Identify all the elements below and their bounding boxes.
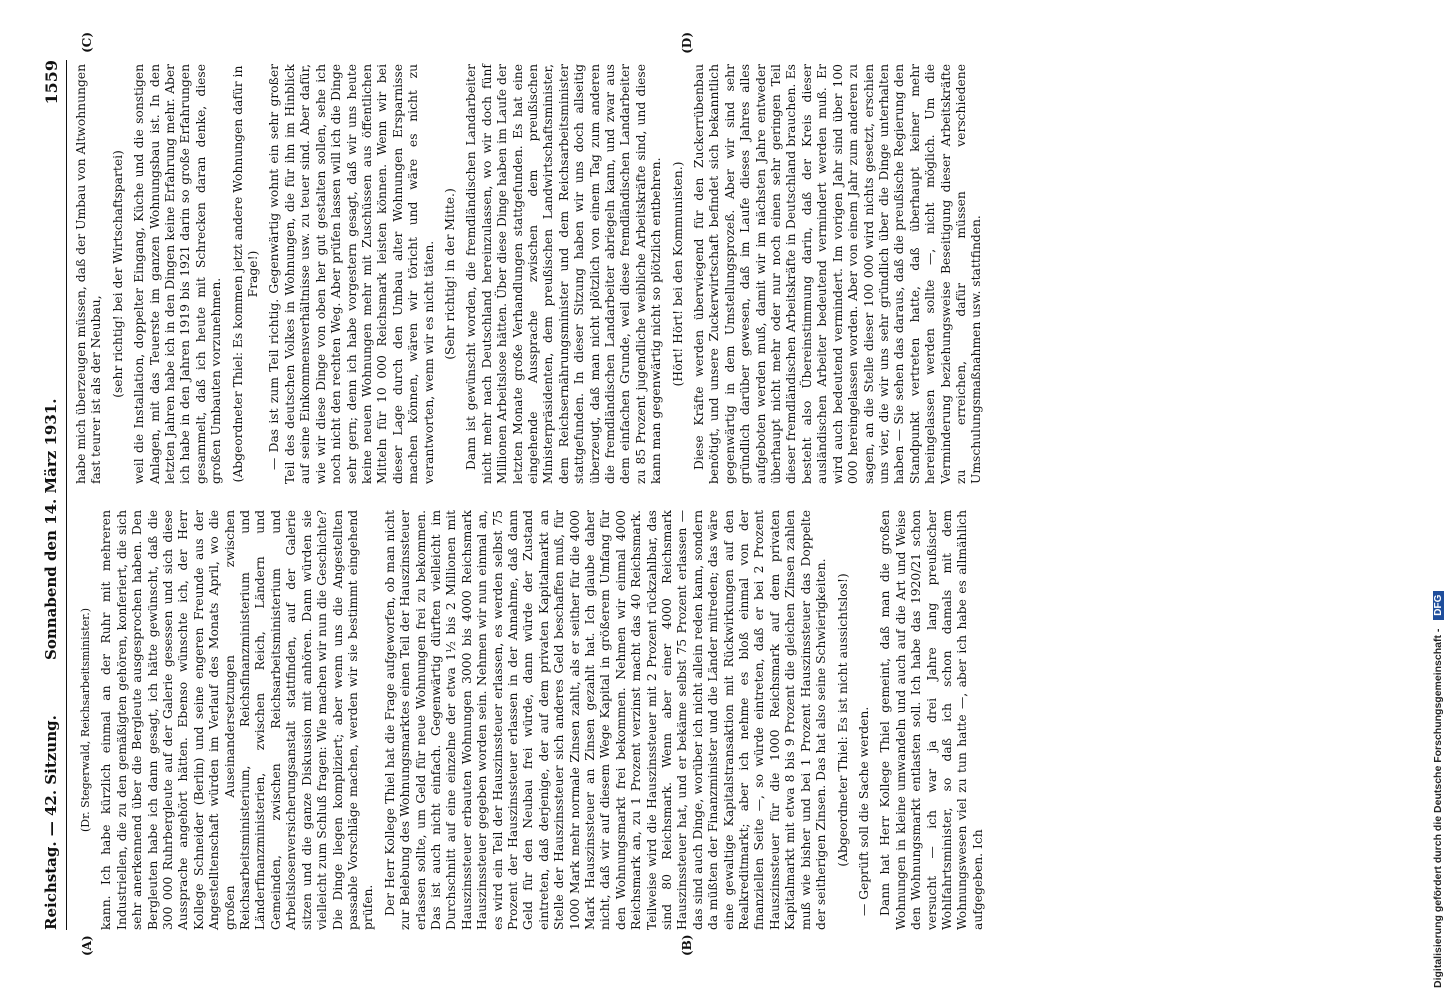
paragraph: Der Herr Kollege Thiel hat die Frage aufgeworfen, ob man nicht zur Belebung des Wohnungsmarktes einen Teil der Hauszinssteuer erlassen sollte, um Geld für neue Wohnungen frei zu bekommen. Das ist auch nicht einfach. Gegenwärtig dürften vielleicht im Durchschnitt auf eine einzelne der etwa 1½ bis 2 Millionen mit Hauszinssteuer erbauten Wohnungen 3000 bis 4000 Reichsmark Hauszinssteuer gegeben worden sein. Nehmen wir nun einmal an, es wird ein Teil der Hauszinssteuer erlassen, es werden selbst 75 Prozent der Hauszinssteuer erlassen in der Annahme, daß dann Geld für den Neubau frei würde, dann würde der Zustand eintreten, daß derjenige, der auf dem privaten Kapitalmarkt an Stelle der Hauszinssteuer sich anderes Geld beschaffen muß, für 1000 Mark mehr normale Zinsen zahlt, als er seither für die 4000 Mark Hauszinssteuer an Zinsen gezahlt hat. Ich glaube daher nicht, daß wir auf diesem Wege Kapital in größerem Umfang für den Wohnungsmarkt frei bekommen. Nehmen wir einmal 4000 Reichsmark an, zu 1 Prozent verzinst macht das 40 Reichsmark. Teilweise wird die Hauszinssteuer mit 2 Prozent rückzahlbar, das sind 80 Reichsmark. Wenn aber einer 4000 Reichsmark Hauszinssteuer hat, und er bekäme selbst 75 Prozent erlassen — das sind auch Dinge, worüber ich nicht allein reden kann, sondern da müßten der Finanzminister und die Länder mitreden; das wäre eine gewaltige Kapitalstransaktion mit Rückwirkungen auf den Realkreditmarkt; aber ich nehme es bloß einmal von der finanziellen Seite —, so würde eintreten, daß er bei 2 Prozent Hauszinssteuer für die 1000 Reichsmark auf dem privaten Kapitalmarkt mit etwa 8 bis 9 Prozent die gleichen Zinsen zahlen muß wie bisher und bei 1 Prozent Hauszinssteuer das Doppelte der seitherigen Zinsen. Das hat also seine Schwierigkeiten. <box>382 510 829 930</box>
paragraph: Dann ist gewünscht worden, die fremdländischen Landarbeiter nicht mehr nach Deutschland hereinzulassen, wo wir doch fünf Millionen Arbeitslose hätten. Über diese Dinge haben im Laufe der letzten Monate große Verhandlungen stattgefunden. Es hat eine eingehende Aussprache zwischen dem preußischen Ministerpräsidenten, dem preußischen Landwirtschaftsminister, dem Reichsernährungsminister und dem Reichsarbeitsminister stattgefunden. In dieser Sitzung haben wir uns doch allseitig überzeugt, daß man nicht plötzlich von einem Tag zum anderen die fremdländischen Landarbeiter abriegeln kann, und zwar aus dem einfachen Grunde, weil diese fremdländischen Landarbeiter zu 85 Prozent jugendliche weibliche Arbeitskräfte sind, und diese kann man gegenwärtig nicht so plötzlich entbehren. <box>464 64 664 484</box>
right-column <box>74 64 1300 484</box>
interjection: (Abgeordneter Thiel: Es ist nicht aussichtslos!) <box>835 573 850 867</box>
rotated-document-page <box>40 32 1300 956</box>
paragraph: habe mich überzeugen müssen, daß der Umbau von Altwohnungen fast teurer ist als der Neubau, <box>74 64 104 484</box>
paragraph: — Das ist zum Teil richtig. Gegenwärtig wohnt ein sehr großer Teil des deutschen Volkes in Wohnungen, die für ihn im Hinblick auf seine Einkommensverhältnisse usw. zu teuer sind. Aber dafür, wie wir diese Dinge von oben her gut gestalten sollen, sehe ich noch nicht den rechten Weg. Aber prüfen lassen will ich die Dinge sehr gern; denn ich habe vorgestern gesagt, daß wir uns heute keine neuen Wohnungen mehr mit Zuschüssen aus öffentlichen Mitteln für 10 000 Reichsmark leisten können. Wenn wir bei dieser Lage durch den Umbau alter Wohnungen Ersparnisse machen können, wären wir töricht und wäre es nicht zu verantworten, wenn wir es nicht täten. <box>267 64 436 484</box>
page-header <box>40 60 67 930</box>
left-column <box>74 510 1300 930</box>
interjection: (Sehr richtig! in der Mitte.) <box>442 188 457 360</box>
speaker-label: (Dr. Stegerwald, Reichsarbeitsminister.) <box>79 607 92 833</box>
paragraph: weil die Installation, doppelter Eingang, Küche und die sonstigen Anlagen, mit das Teuerste im ganzen Wohnungsbau ist. In den letzten Jahren habe ich in den Dingen keine Erfahrung mehr. Aber ich habe in den Jahren 1919 bis 1921 darin so große Erfahrungen gesammelt, daß ich heute mit Schrecken daran denke, diese großen Umbauten vorzunehmen. <box>132 64 224 484</box>
margin-mark-d: (D) <box>680 32 694 54</box>
header-date: Sonnabend den 14. März 1931. <box>42 398 60 660</box>
interjection: (Hört! Hört! bei den Kommunisten.) <box>670 161 685 387</box>
interjection: (sehr richtig! bei der Wirtschaftspartei) <box>110 150 125 398</box>
dfg-logo: DFG <box>1433 591 1444 620</box>
paragraph: — Geprüft soll die Sache werden. <box>856 706 871 916</box>
paragraph: Diese Kräfte werden überwiegend für den Zuckerrübenbau benötigt, und unsere Zuckerwirtschaft befindet sich bekanntlich gegenwärtig in dem Umstellungsprozeß. Aber wir sind sehr gründlich darüber gewesen, daß im Laufe dieses Jahres alles aufgeboten werden muß, damit wir im nächsten Jahre entweder überhaupt nicht mehr oder nur noch einen sehr geringen Teil dieser fremdländischen Arbeitskräfte in Deutschland brauchen. Es besteht also Übereinstimmung darin, daß der Kreis dieser ausländischen Arbeiter bedeutend vermindert werden muß. Er wird auch bedeutend vermindert. Im vorigen Jahr sind über 100 000 hereingelassen worden. Aber von einem Jahr zum anderen zu sagen, an die Stelle dieser 100 000 wird nichts gesetzt, erschien uns vier, die wir uns sehr gründlich über die Dinge unterhalten haben — Sie sehen das daraus, daß die preußische Regierung den Standpunkt vertreten hatte, daß überhaupt keiner mehr hereingelassen werden sollte —, nicht möglich. Um die Verminderung beziehungsweise Beseitigung dieser Arbeitskräfte zu erreichen, dafür müssen verschiedene Umschulungsmaßnahmen usw. stattfinden. <box>692 64 984 484</box>
margin-mark-c: (C) <box>80 32 94 53</box>
margin-mark-b: (B) <box>680 934 694 956</box>
page-number: 1559 <box>42 60 61 105</box>
interjection: (Abgeordneter Thiel: Es kommen jetzt andere Wohnungen dafür in Frage!) <box>230 65 261 483</box>
header-session: Reichstag. — 42. Sitzung. <box>42 715 60 930</box>
margin-mark-a: (A) <box>80 935 94 956</box>
paragraph: kann. Ich habe kürzlich einmal an der Ruhr mit mehreren Industriellen, die zu den gemäßigten gehören, konferiert, die sich sehr anerkennend über die Bergleute ausgesprochen haben. Den Bergleuten habe ich dann gesagt, ich hätte gewünscht, daß die 300 000 Ruhrbergleute auf der Galerie gesessen und sich diese Aussprache angehört hätten. Ebenso wünschte ich, der Herr Kollege Schneider (Berlin) und seine engeren Freunde aus der Angestelltenschaft würden im Verlauf des Monats April, wo die großen Auseinandersetzungen zwischen Reichsarbeitsministerium, Reichsfinanzministerium und Länderfinanzministerien, zwischen Reich, Ländern und Gemeinden, zwischen Reichsarbeitsministerium und Arbeitslosenversicherungsanstalt stattfinden, auf der Galerie sitzen und die ganze Diskussion mit anhören. Dann würden sie vielleicht zum Schluß fragen: Wie machen wir nun die Geschichte? Die Dinge liegen kompliziert; aber wenn uns die Angestellten passable Vorschläge machen, werden wir sie bestimmt eingehend prüfen. <box>99 510 376 930</box>
digitization-note <box>1408 8 1444 988</box>
paragraph: Dann hat Herr Kollege Thiel gemeint, daß man die großen Wohnungen in kleine umwandeln und auch auf die Art und Weise den Wohnungsmarkt entlasten soll. Ich habe das 1920/21 schon versucht — ich war ja drei Jahre lang preußischer Wohlfahrtsminister, so daß ich schon damals mit dem Wohnungswesen viel zu tun hatte —, aber ich habe es allmählich aufgegeben. Ich <box>878 510 985 930</box>
funding-note-text: Digitalisierung gefördert durch die Deutsche Forschungsgemeinschaft - <box>1432 628 1444 988</box>
